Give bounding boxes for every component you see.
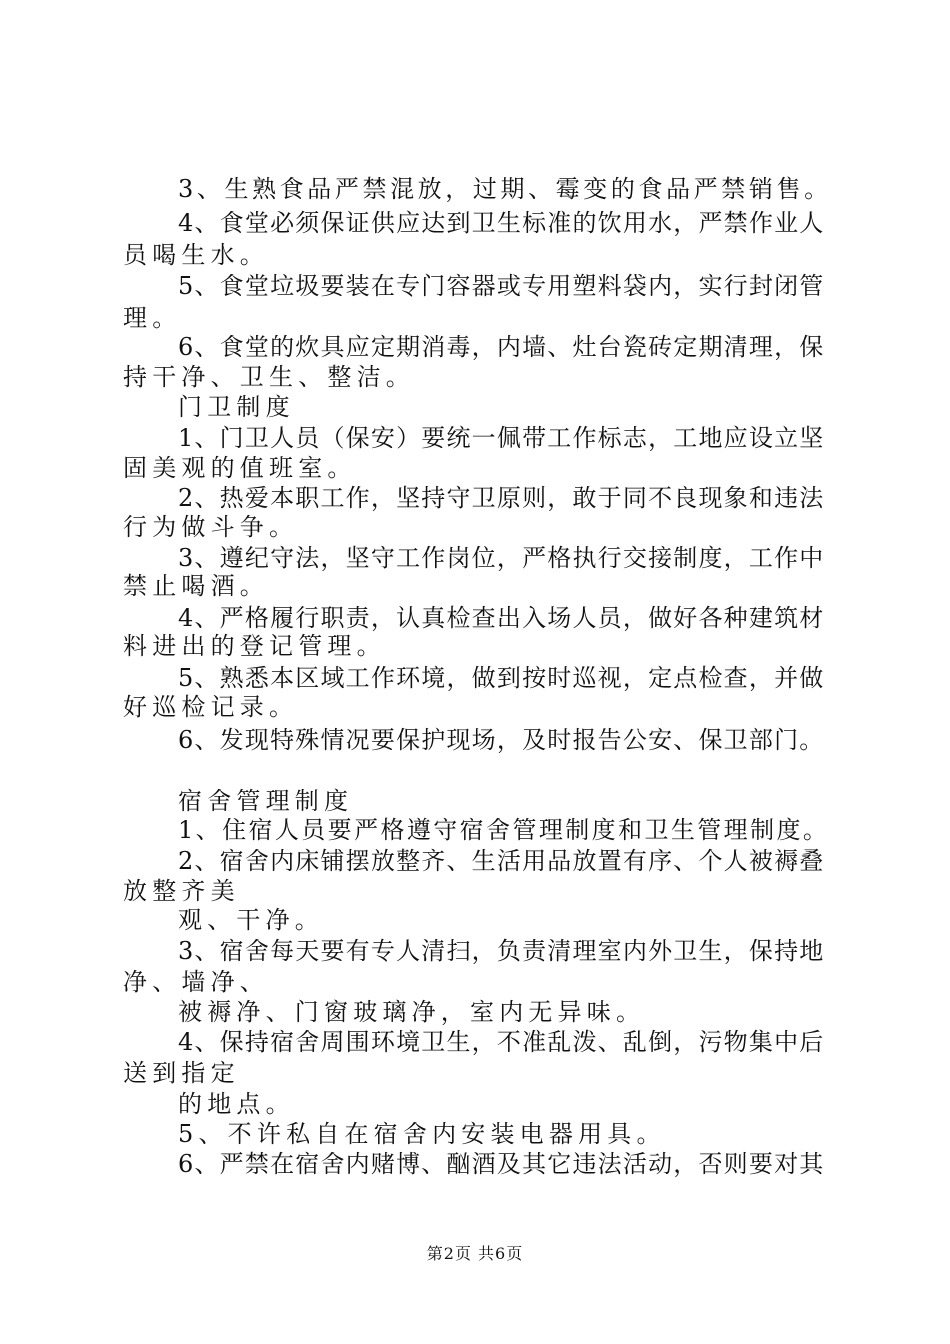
- text-line: 观、干净。: [178, 906, 324, 934]
- text-line: 6、严禁在宿舍内赌博、酗酒及其它违法活动，否则要对其: [178, 1150, 825, 1178]
- text-line: 料进出的登记管理。: [123, 632, 386, 660]
- text-line: 净、墙净、: [123, 968, 269, 996]
- text-line: 5、熟悉本区域工作环境，做到按时巡视，定点检查，并做: [178, 664, 825, 692]
- text-line: 4、食堂必须保证供应达到卫生标准的饮用水，严禁作业人: [178, 209, 825, 237]
- page-footer: 第2页 共6页: [426, 1244, 524, 1263]
- text-line: 4、严格履行职责，认真检查出入场人员，做好各种建筑材: [178, 604, 825, 632]
- text-line: 2、热爱本职工作，坚持守卫原则，敢于同不良现象和违法: [178, 484, 825, 512]
- text-line: 的地点。: [178, 1090, 295, 1118]
- text-line: 行为做斗争。: [123, 513, 299, 541]
- text-line: 送到指定: [123, 1059, 240, 1087]
- text-line: 1、门卫人员（保安）要统一佩带工作标志，工地应设立坚: [178, 424, 825, 452]
- text-line: 3、宿舍每天要有专人清扫，负责清理室内外卫生，保持地: [178, 937, 825, 965]
- text-line: 3、遵纪守法，坚守工作岗位，严格执行交接制度，工作中: [178, 544, 825, 572]
- text-line: 5、食堂垃圾要装在专门容器或专用塑料袋内，实行封闭管: [178, 272, 825, 300]
- text-line: 员喝生水。: [123, 241, 269, 269]
- text-line: 固美观的值班室。: [123, 454, 357, 482]
- text-line: 被褥净、门窗玻璃净，室内无异味。: [178, 998, 646, 1026]
- text-line: 禁止喝酒。: [123, 572, 269, 600]
- text-line: 2、宿舍内床铺摆放整齐、生活用品放置有序、个人被褥叠: [178, 847, 825, 875]
- section-heading: 门卫制度: [178, 393, 295, 421]
- text-line: 6、食堂的炊具应定期消毒，内墙、灶台瓷砖定期清理，保: [178, 333, 825, 361]
- text-line: 1、住宿人员要严格遵守宿舍管理制度和卫生管理制度。: [178, 816, 830, 844]
- text-line: 3、生熟食品严禁混放，过期、霉变的食品严禁销售。: [178, 175, 832, 203]
- text-line: 放整齐美: [123, 877, 240, 905]
- text-line: 理。: [123, 304, 182, 332]
- section-heading: 宿舍管理制度: [178, 787, 354, 815]
- text-line: 4、保持宿舍周围环境卫生，不准乱泼、乱倒，污物集中后: [178, 1028, 825, 1056]
- text-line: 5、不许私自在宿舍内安装电器用具。: [178, 1120, 666, 1148]
- text-line: 持干净、卫生、整洁。: [123, 363, 415, 391]
- text-line: 6、发现特殊情况要保护现场，及时报告公安、保卫部门。: [178, 726, 825, 754]
- text-line: 好巡检记录。: [123, 693, 299, 721]
